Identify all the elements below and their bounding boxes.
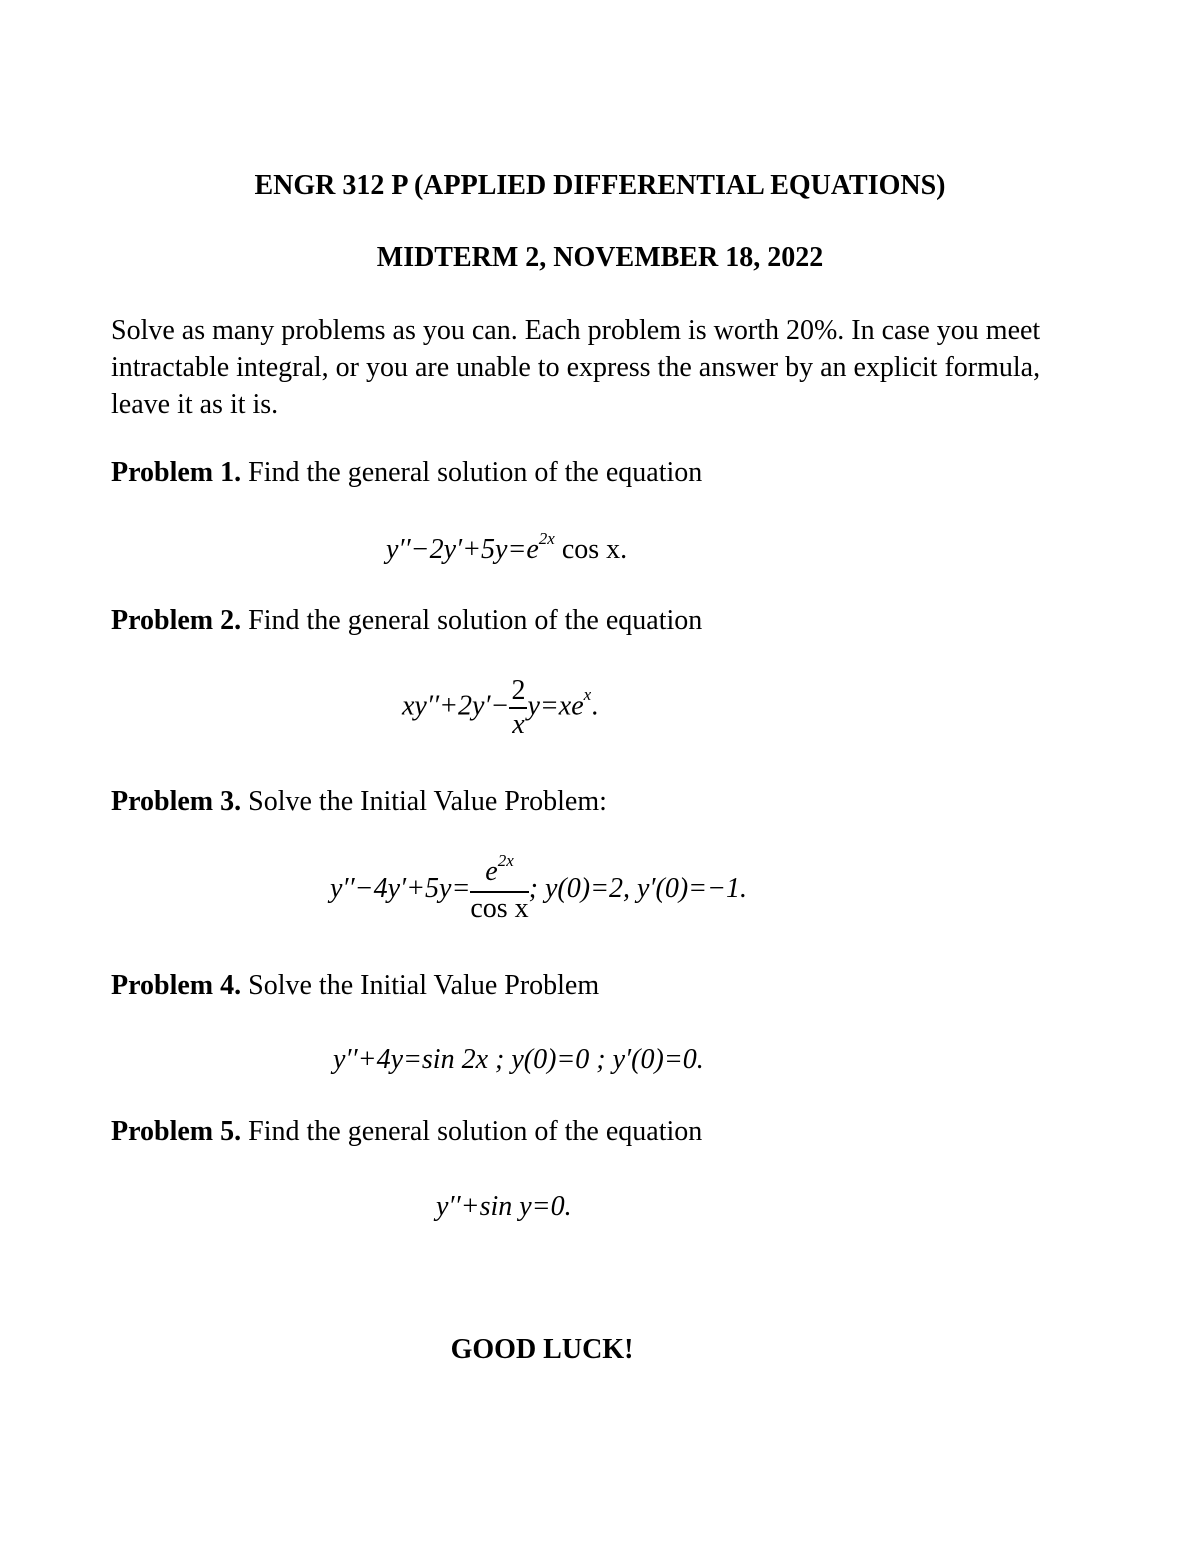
problem-1-text: Find the general solution of the equation [248, 457, 703, 488]
problem-2-equation [402, 675, 598, 741]
eq3-fraction [470, 851, 529, 925]
eq2-numerator: 2 [509, 675, 527, 709]
eq1-lhs: y′′−2y′+5y= [386, 534, 527, 565]
closing-message: GOOD LUCK! [450, 1334, 634, 1365]
eq2-denominator: x [512, 709, 525, 740]
eq2-mid: y=xe [527, 690, 584, 722]
eq3-rest: ; y(0)=2, y′(0)=−1. [528, 872, 747, 904]
problem-1-label: Problem 1. [111, 457, 242, 488]
problem-1-equation [386, 529, 628, 570]
problem-5 [111, 1115, 702, 1149]
problem-2-label: Problem 2. [111, 605, 242, 636]
eq4-full: y′′+4y=sin 2x ; y(0)=0 ; y′(0)=0. [333, 1044, 704, 1075]
problem-4-text: Solve the Initial Value Problem [248, 970, 600, 1001]
eq3-numerator [470, 851, 528, 893]
eq2-fraction [509, 675, 527, 741]
eq3-num-base: e [485, 856, 498, 887]
exam-title: MIDTERM 2, NOVEMBER 18, 2022 [376, 242, 824, 273]
problem-4 [111, 969, 599, 1003]
problem-4-label: Problem 4. [111, 970, 242, 1001]
problem-2 [111, 604, 702, 638]
problem-5-text: Find the general solution of the equation [248, 1116, 703, 1147]
eq1-base: e [526, 534, 539, 565]
problem-4-equation [333, 1043, 704, 1077]
instructions: Solve as many problems as you can. Each problem is worth 20%. In case you meet intractable integral, or you are unable to express the answer by an explicit formula, leave it as it is. [111, 315, 1041, 420]
eq1-rest: cos x. [561, 534, 628, 565]
problem-3-label: Problem 3. [111, 786, 242, 817]
eq3-denominator: cos x [470, 893, 529, 924]
eq2-end: . [591, 690, 599, 722]
problem-5-label: Problem 5. [111, 1116, 242, 1147]
eq3-lhs: y′′−4y′+5y= [330, 872, 471, 904]
eq2-exp: x [583, 685, 592, 705]
course-title: ENGR 312 P (APPLIED DIFFERENTIAL EQUATIONS) [254, 170, 946, 201]
problem-5-equation [436, 1190, 572, 1224]
eq3-num-exp: 2x [497, 851, 514, 870]
eq5-full: y′′+sin y=0. [436, 1191, 572, 1222]
problem-3 [111, 785, 607, 819]
problem-3-equation [330, 851, 747, 925]
problem-3-text: Solve the Initial Value Problem: [248, 786, 607, 817]
eq1-exp: 2x [538, 529, 555, 548]
eq2-lhs: xy′′+2y′− [402, 690, 510, 722]
problem-1 [111, 456, 702, 490]
problem-2-text: Find the general solution of the equation [248, 605, 703, 636]
